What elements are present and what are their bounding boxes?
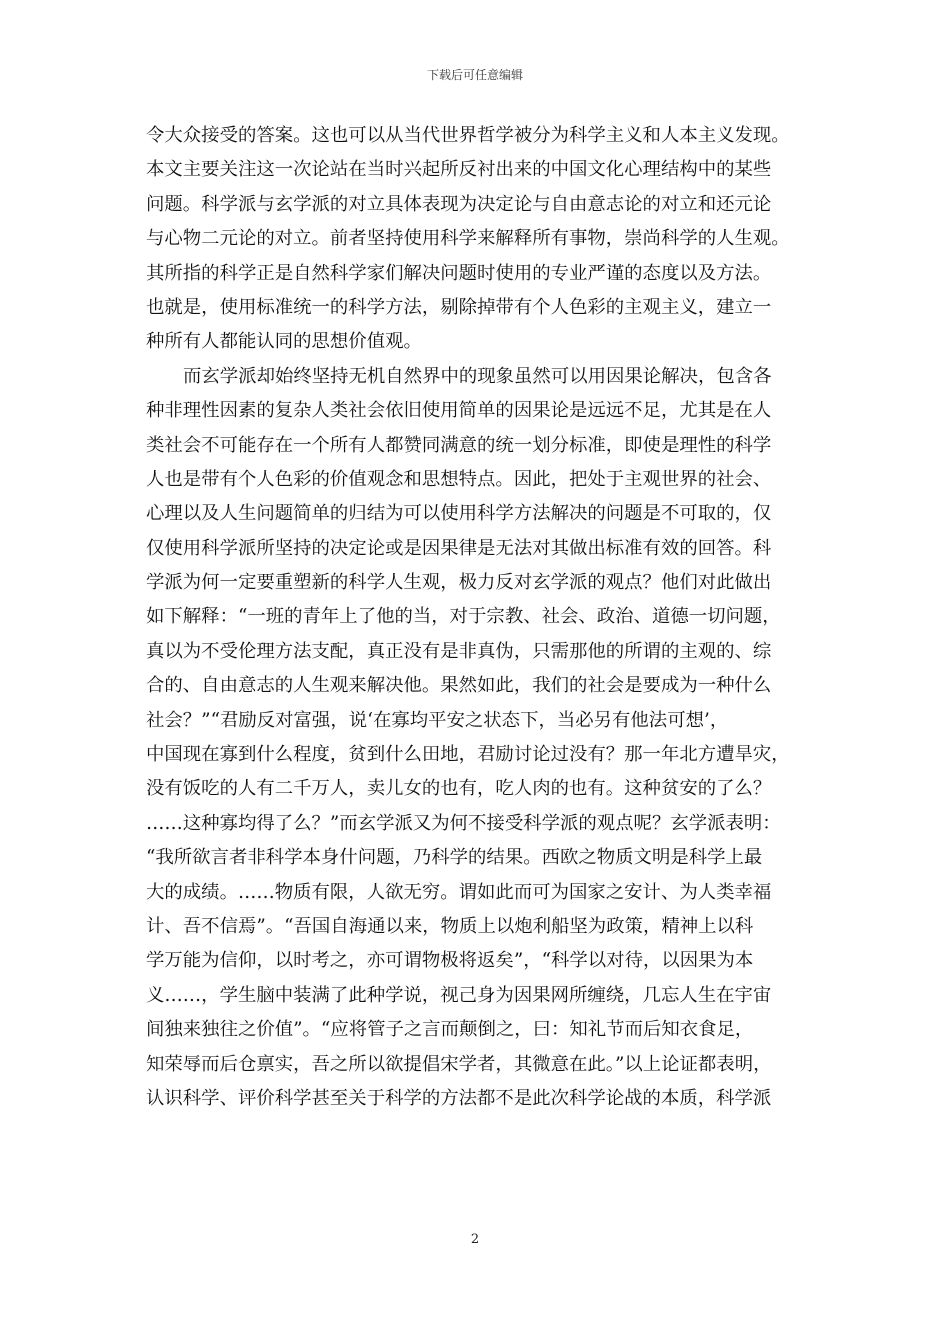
body-text — [146, 119, 806, 1116]
text-line: 种非理性因素的复杂人类社会依旧使用简单的因果论是远远不足，尤其是在人 — [146, 400, 772, 422]
page-header: 下载后可任意编辑 — [426, 68, 523, 82]
text-line: 本文主要关注这一次论站在当时兴起所反衬出来的中国文化心理结构中的某些 — [146, 159, 772, 181]
text-line: 如下解释：“一班的青年上了他的当，对于宗教、社会、政治、道德一切问题， — [146, 606, 781, 628]
text-line: 知荣辱而后仓禀实，吾之所以欲提倡宋学者，其微意在此。”以上论证都表明， — [146, 1053, 772, 1075]
text-line: 与心物二元论的对立。前者坚持使用科学来解释所有事物，崇尚科学的人生观。 — [146, 228, 790, 250]
text-line: 合的、自由意志的人生观来解决他。果然如此，我们的社会是要成为一种什么 — [146, 675, 772, 697]
text-line: 中国现在寡到什么程度，贫到什么田地，君励讨论过没有？那一年北方遭旱灾， — [146, 744, 790, 766]
page-number: 2 — [470, 1232, 480, 1247]
paragraph-first-line: 而玄学派却始终坚持无机自然界中的现象虽然可以用因果论解决，包含各 — [183, 365, 772, 387]
text-line: 种所有人都能认同的思想价值观。 — [146, 331, 422, 353]
text-line: 类社会不可能存在一个所有人都赞同满意的统一划分标准，即使是理性的科学 — [146, 434, 772, 456]
text-line: 真以为不受伦理方法支配，真正没有是非真伪，只需那他的所谓的主观的、综 — [146, 640, 772, 662]
text-line: 问题。科学派与玄学派的对立具体表现为决定论与自由意志论的对立和还元论 — [146, 193, 772, 215]
text-line: ……这种寡均得了么？”而玄学派又为何不接受科学派的观点呢？玄学派表明： — [146, 812, 781, 834]
text-line: 仅使用科学派所坚持的决定论或是因果律是无法对其做出标准有效的回答。科 — [146, 537, 772, 559]
text-line: 令大众接受的答案。这也可以从当代世界哲学被分为科学主义和人本主义发现。 — [146, 125, 790, 146]
text-line: 间独来独往之价值”。“应将管子之言而颠倒之，曰：知礼节而后知衣食足， — [146, 1019, 754, 1041]
text-line: 认识科学、评价科学甚至关于科学的方法都不是此次科学论战的本质，科学派 — [146, 1087, 772, 1109]
text-line: 社会？”“君励反对富强，说‘在寡均平安之状态下，当必另有他法可想’， — [146, 709, 729, 731]
text-line: 人也是带有个人色彩的价值观念和思想特点。因此，把处于主观世界的社会、 — [146, 468, 772, 490]
text-line: 大的成绩。……物质有限，人欲无穷。谓如此而可为国家之安计、为人类幸福 — [146, 881, 772, 903]
text-line: 没有饭吃的人有二千万人，卖儿女的也有，吃人肉的也有。这种贫安的了么？ — [146, 778, 772, 800]
text-line: 其所指的科学正是自然科学家们解决问题时使用的专业严谨的态度以及方法。 — [146, 262, 772, 284]
text-line: 学派为何一定要重塑新的科学人生观，极力反对玄学派的观点？他们对此做出 — [146, 572, 772, 594]
text-line: 也就是，使用标准统一的科学方法，剔除掉带有个人色彩的主观主义，建立一 — [146, 296, 772, 318]
text-line: 学万能为信仰，以时考之，亦可谓物极将返矣”，“科学以对待，以因果为本 — [146, 950, 754, 972]
text-line: 心理以及人生问题简单的归结为可以使用科学方法解决的问题是不可取的，仅 — [146, 503, 772, 525]
text-line: 计、吾不信焉”。“吾国自海通以来，物质上以炮利船坚为政策，精神上以科 — [146, 915, 754, 937]
text-line: “我所欲言者非科学本身什问题，乃科学的结果。西欧之物质文明是科学上最 — [146, 847, 763, 869]
text-line: 义……，学生脑中装满了此种学说，视己身为因果网所缠绕，几忘人生在宇宙 — [146, 984, 772, 1006]
